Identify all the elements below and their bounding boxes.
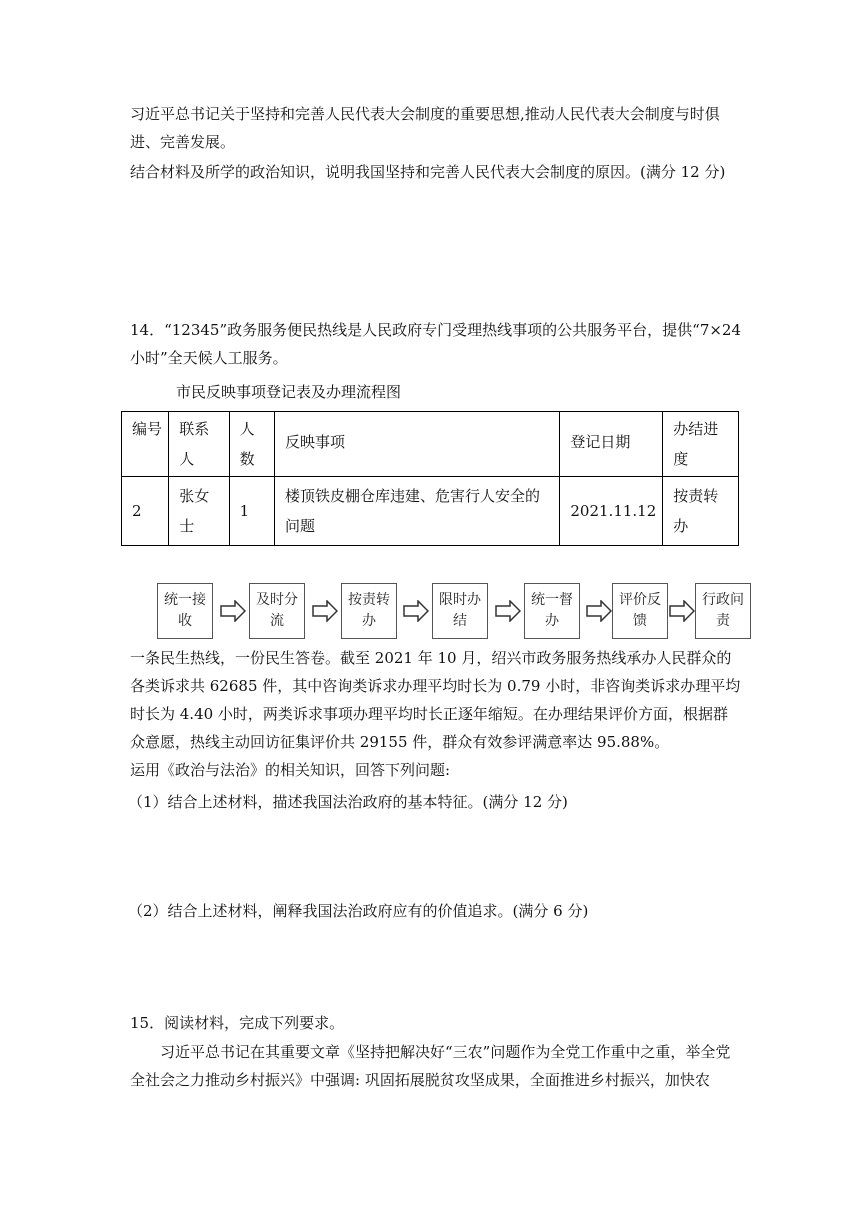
header-cell-count: 人数 bbox=[229, 412, 274, 477]
q14-paragraph: 一条民生热线，一份民生答卷。截至 2021 年 10 月，绍兴市政务服务热线承办人民群众的各类诉求共 62685 件，其中咨询类诉求办理平均时长为 0.79 小时，非咨询类诉求办理平均时长为 4.40 小时，两类诉求事项办理平均时长正逐年缩短。在办理结果评价方面，根据群众意愿，热线主动回访征集评价共 29155 件，群众有效参评满意率达 95.88%。 bbox=[130, 649, 741, 751]
table-title: 市民反映事项登记表及办理流程图 bbox=[176, 383, 402, 401]
flow-step-feedback: 评价反馈 bbox=[612, 583, 668, 639]
flow-arrow-icon bbox=[669, 600, 695, 622]
q15-intro: 15．阅读材料，完成下列要求。 bbox=[130, 1014, 345, 1032]
header-cell-progress: 办结进度 bbox=[663, 412, 739, 477]
registration-table bbox=[121, 411, 739, 546]
process-flowchart bbox=[157, 583, 751, 641]
header-cell-date: 登记日期 bbox=[560, 412, 663, 477]
cell-number: 2 bbox=[122, 477, 169, 546]
flow-step-accountability: 行政问责 bbox=[695, 583, 751, 639]
flow-step-receive: 统一接收 bbox=[157, 583, 213, 639]
q13-task: 结合材料及所学的政治知识，说明我国坚持和完善人民代表大会制度的原因。(满分 12 分) bbox=[130, 163, 726, 181]
q14-intro: 14．“12345”政务服务便民热线是人民政府专门受理热线事项的公共服务平台，提供“7×24 小时”全天候人工服务。 bbox=[130, 321, 742, 367]
q13-material-tail: 习近平总书记关于坚持和完善人民代表大会制度的重要思想,推动人民代表大会制度与时俱进、完善发展。 bbox=[130, 105, 720, 151]
q14-subquestion-1: （1）结合上述材料，描述我国法治政府的基本特征。(满分 12 分) bbox=[128, 793, 568, 811]
table-row bbox=[122, 477, 739, 546]
q15-paragraph: 习近平总书记在其重要文章《坚持把解决好“三农”问题作为全党工作重中之重，举全党全社会之力推动乡村振兴》中强调: 巩固拓展脱贫攻坚成果，全面推进乡村振兴，加快农 bbox=[130, 1043, 731, 1089]
header-cell-number: 编号 bbox=[122, 412, 169, 477]
flow-step-complete: 限时办结 bbox=[432, 583, 488, 639]
cell-date: 2021.11.12 bbox=[560, 477, 663, 546]
table-header-row bbox=[122, 412, 739, 477]
cell-count: 1 bbox=[229, 477, 274, 546]
cell-progress: 按责转办 bbox=[663, 477, 739, 546]
flow-arrow-icon bbox=[586, 600, 612, 622]
flow-step-supervise: 统一督办 bbox=[524, 583, 580, 639]
q14-material-paragraph bbox=[130, 644, 742, 784]
flow-arrow-icon bbox=[495, 600, 521, 622]
cell-contact: 张女士 bbox=[169, 477, 229, 546]
q14-instruction: 运用《政治与法治》的相关知识，回答下列问题: bbox=[130, 761, 451, 779]
flow-step-assign: 按责转办 bbox=[341, 583, 397, 639]
cell-issue: 楼顶铁皮棚仓库违建、危害行人安全的问题 bbox=[274, 477, 559, 546]
flow-arrow-icon bbox=[312, 600, 338, 622]
header-cell-issue: 反映事项 bbox=[274, 412, 559, 477]
header-cell-contact: 联系人 bbox=[169, 412, 229, 477]
q14-subquestion-2: （2）结合上述材料，阐释我国法治政府应有的价值追求。(满分 6 分) bbox=[128, 902, 589, 920]
flow-arrow-icon bbox=[220, 600, 246, 622]
flow-step-distribute: 及时分流 bbox=[249, 583, 305, 639]
flow-arrow-icon bbox=[403, 600, 429, 622]
